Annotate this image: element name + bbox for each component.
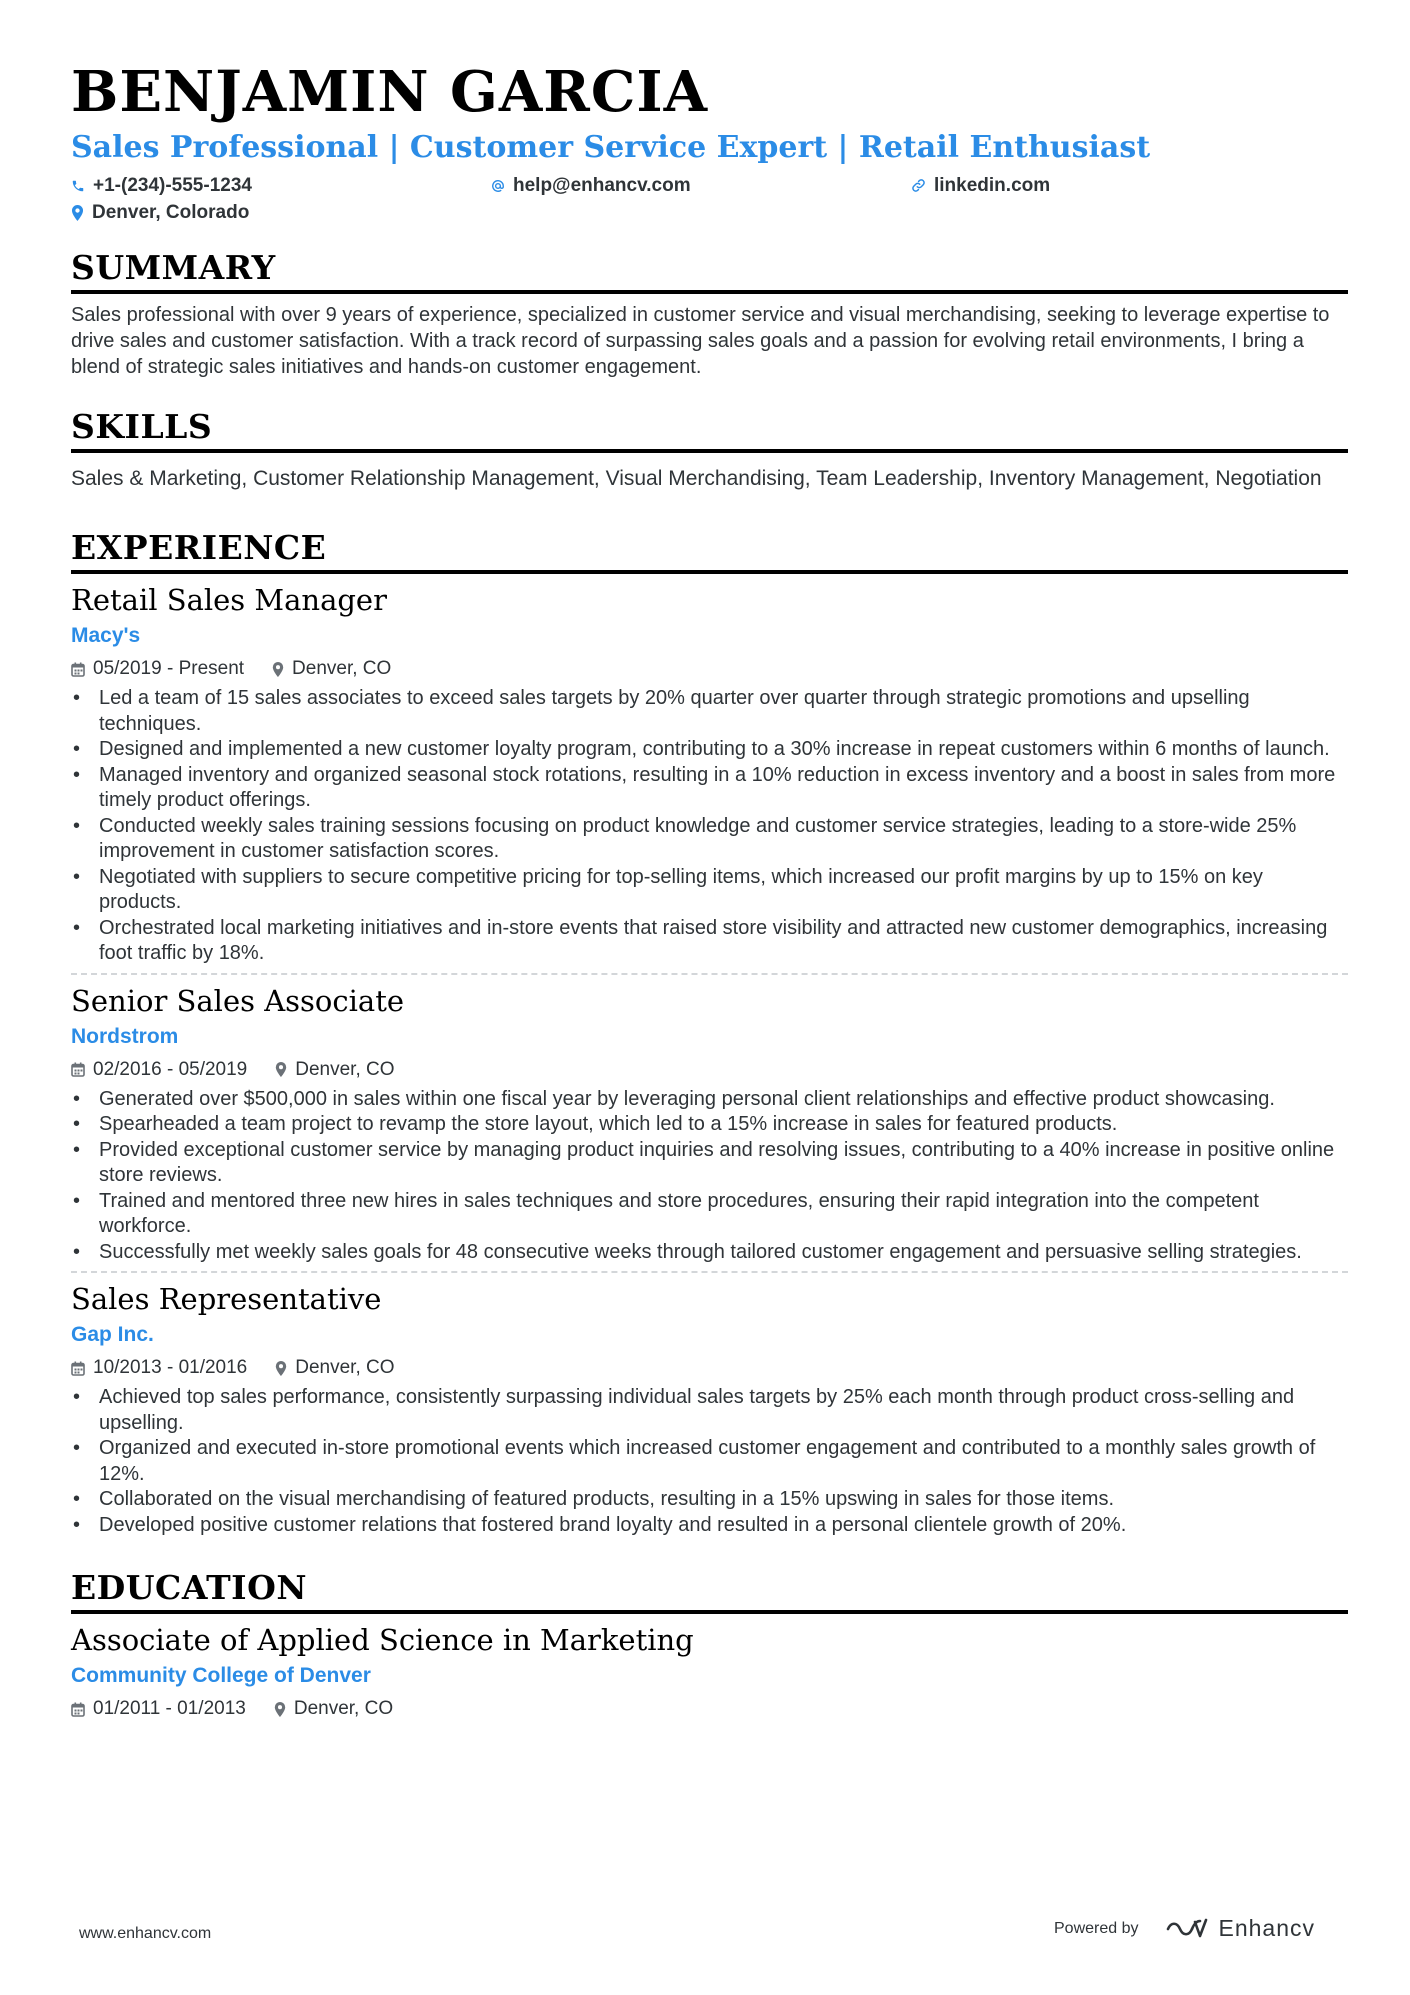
experience-heading: EXPERIENCE [71, 528, 1348, 574]
job-bullets [71, 1087, 1348, 1266]
footer-website[interactable]: www.enhancv.com [79, 1925, 212, 1942]
skills-text: Sales & Marketing, Customer Relationship Management, Visual Merchandising, Team Leadership, Inventory Management, Negotiation [71, 467, 1322, 490]
job-meta [71, 656, 1348, 682]
bullet-item: • Negotiated with suppliers to secure competitive pricing for top-selling items, which increased our profit margins by up to 15% on key products. [71, 865, 1348, 916]
at-sign-icon [491, 179, 505, 193]
contact-email[interactable] [491, 172, 911, 199]
location-pin-icon [71, 205, 84, 221]
phone-icon [71, 179, 85, 193]
bullet-item: • Managed inventory and organized seasonal stock rotations, resulting in a 10% reduction in excess inventory and a boost in sales from more timely product offerings. [71, 763, 1348, 814]
skills-heading: SKILLS [71, 407, 1348, 453]
bullet-item: • Successfully met weekly sales goals for 48 consecutive weeks through tailored customer engagement and persuasive selling strategies. [71, 1240, 1348, 1266]
education-heading: EDUCATION [71, 1568, 1348, 1614]
job-dates [71, 656, 244, 682]
education-meta [71, 1696, 1348, 1722]
job-dates-text: 10/2013 - 01/2016 [93, 1357, 248, 1378]
job-entry [71, 983, 1348, 1266]
degree-title: Associate of Applied Science in Marketing [71, 1623, 694, 1657]
job-location-text: Denver, CO [295, 1357, 395, 1378]
job-location [272, 656, 391, 682]
bullet-item: • Spearheaded a team project to revamp the store layout, which led to a 15% increase in sales for featured products. [71, 1112, 1348, 1138]
job-bullets [71, 686, 1348, 967]
job-divider [71, 1271, 1348, 1273]
summary-heading: SUMMARY [71, 248, 1348, 294]
skills-section [71, 407, 1348, 492]
summary-section [71, 248, 1348, 380]
location-pin-icon [275, 1361, 287, 1376]
job-dates [71, 1355, 247, 1381]
email-address: help@enhancv.com [513, 175, 691, 196]
job-title: Sales Representative [71, 1282, 382, 1316]
powered-by-label: Powered by [1054, 1919, 1139, 1937]
company-name: Nordstrom [71, 1024, 179, 1048]
bullet-item: • Generated over $500,000 in sales within one fiscal year by leveraging personal client relationships and effective product showcasing. [71, 1087, 1348, 1113]
experience-section [71, 528, 1348, 1538]
job-dates [71, 1057, 247, 1083]
location-pin-icon [272, 662, 284, 677]
job-meta [71, 1057, 1348, 1083]
education-section [71, 1568, 1348, 1722]
job-dates-text: 02/2016 - 05/2019 [93, 1058, 248, 1080]
job-bullets [71, 1385, 1348, 1538]
location-pin-icon [274, 1702, 286, 1717]
bullet-item: • Achieved top sales performance, consistently surpassing individual sales targets by 25% each month through product cross-selling and upselling. [71, 1385, 1348, 1436]
calendar-icon [71, 1361, 85, 1376]
bullet-item: • Collaborated on the visual merchandising of featured products, resulting in a 15% upswing in sales for those items. [71, 1487, 1348, 1513]
education-location [274, 1696, 393, 1722]
education-location-text: Denver, CO [293, 1698, 394, 1719]
job-location [275, 1355, 394, 1381]
resume-page [71, 58, 1348, 1722]
contact-row-2 [71, 199, 1348, 226]
link-icon [911, 178, 926, 193]
calendar-icon [71, 1702, 85, 1717]
bullet-item: • Organized and executed in-store promotional events which increased customer engagement and contributed to a monthly sales growth of 12%. [71, 1436, 1348, 1487]
enhancv-logo[interactable] [1165, 1915, 1316, 1942]
bullet-item: • Led a team of 15 sales associates to exceed sales targets by 20% quarter over quarter through strategic promotions and upselling techniques. [71, 686, 1348, 737]
job-dates-text: 05/2019 - Present [93, 658, 245, 679]
contact-phone[interactable] [71, 172, 491, 199]
job-title: Senior Sales Associate [71, 983, 405, 1018]
school-name: Community College of Denver [71, 1664, 371, 1687]
enhancv-logo-icon [1165, 1917, 1211, 1941]
calendar-icon [71, 662, 85, 677]
bullet-item: • Orchestrated local marketing initiatives and in-store events that raised store visibility and attracted new customer demographics, increasing foot traffic by 18%. [71, 916, 1348, 967]
job-location [275, 1057, 394, 1083]
brand-name: Enhancv [1218, 1915, 1316, 1941]
bullet-item: • Developed positive customer relations that fostered brand loyalty and resulted in a personal clientele growth of 20%. [71, 1513, 1348, 1539]
education-dates-text: 01/2011 - 01/2013 [93, 1698, 246, 1719]
job-location-text: Denver, CO [295, 1058, 395, 1080]
education-dates [71, 1696, 246, 1722]
candidate-name: BENJAMIN GARCIA [71, 59, 709, 125]
phone-number: +1-(234)-555-1234 [93, 175, 252, 196]
contact-location [71, 199, 249, 226]
summary-text: Sales professional with over 9 years of experience, specialized in customer service and visual merchandising, seeking to leverage expertise to drive sales and customer satisfaction. With a track record of surpassing sales goals and a passion for evolving retail environments, I bring a blend of strategic sales initiatives and hands-on customer engagement. [71, 304, 1330, 378]
bullet-item: • Trained and mentored three new hires in sales techniques and store procedures, ensuring their rapid integration into the competent workforce. [71, 1189, 1348, 1240]
contact-linkedin[interactable] [911, 172, 1050, 199]
footer-branding [1054, 1915, 1315, 1942]
company-name: Gap Inc. [71, 1323, 154, 1346]
bullet-item: • Conducted weekly sales training sessions focusing on product knowledge and customer service strategies, leading to a store-wide 25% improvement in customer satisfaction scores. [71, 814, 1348, 865]
candidate-headline: Sales Professional | Customer Service Expert | Retail Enthusiast [71, 130, 1151, 165]
calendar-icon [71, 1062, 85, 1077]
job-divider [71, 973, 1348, 975]
contact-row [71, 172, 1348, 199]
job-title: Retail Sales Manager [71, 583, 387, 617]
bullet-item: • Provided exceptional customer service by managing product inquiries and resolving issues, contributing to a 40% increase in positive online store reviews. [71, 1138, 1348, 1189]
job-entry [71, 1281, 1348, 1538]
company-name: Macy's [71, 624, 141, 647]
job-location-text: Denver, CO [292, 658, 392, 679]
job-entry [71, 582, 1348, 967]
linkedin-url: linkedin.com [934, 175, 1051, 196]
location-pin-icon [275, 1062, 287, 1077]
job-meta [71, 1355, 1348, 1381]
location-text: Denver, Colorado [92, 202, 250, 223]
bullet-item: • Designed and implemented a new customer loyalty program, contributing to a 30% increase in repeat customers within 6 months of launch. [71, 737, 1348, 763]
